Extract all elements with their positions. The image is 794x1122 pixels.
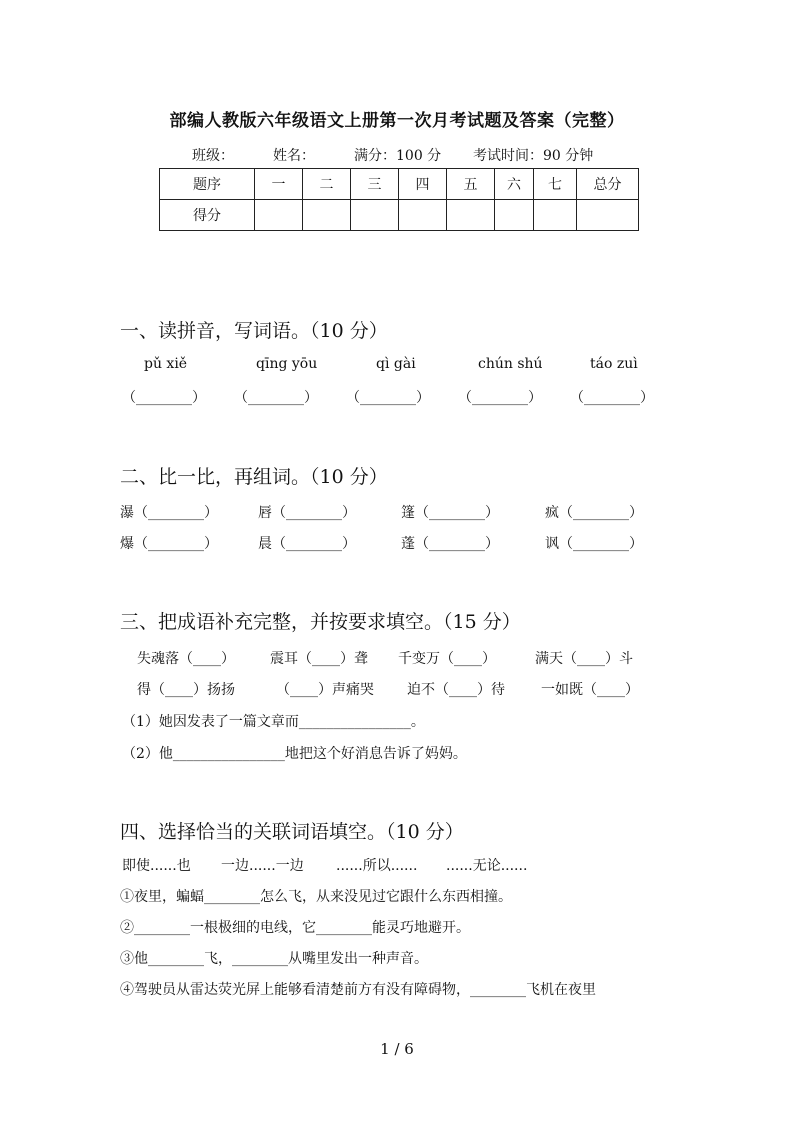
score-input-cell[interactable] <box>495 200 534 231</box>
class-label: 班级： <box>192 148 234 164</box>
question-3-2[interactable]: （2）他________________地把这个好消息告诉了妈妈。 <box>122 746 467 762</box>
word-item[interactable]: 篷（________） <box>401 505 499 521</box>
word-item[interactable]: 瀑（________） <box>120 505 218 521</box>
table-cell: 题序 <box>160 169 255 200</box>
table-row <box>160 169 639 200</box>
score-table <box>159 168 639 231</box>
idiom-item[interactable]: 震耳（____）聋 <box>270 651 368 667</box>
score-input-cell[interactable] <box>399 200 447 231</box>
page-title: 部编人教版六年级语文上册第一次月考试题及答案（完整） <box>169 111 625 131</box>
exam-time-label: 考试时间：90 分钟 <box>473 148 594 164</box>
pinyin-3: qì gài <box>376 356 416 372</box>
conjunction-option: 一边......一边 <box>221 858 304 874</box>
word-item[interactable]: 疯（________） <box>545 505 643 521</box>
pinyin-5: táo zuì <box>590 356 638 372</box>
idiom-item[interactable]: 失魂落（____） <box>137 651 235 667</box>
table-cell: 三 <box>351 169 399 200</box>
pinyin-1: pǔ xiě <box>144 356 188 372</box>
question-4-1[interactable]: ①夜里，蝙蝠________怎么飞，从来没见过它跟什么东西相撞。 <box>120 889 512 905</box>
section-4-heading: 四、选择恰当的关联词语填空。（10 分） <box>120 821 464 843</box>
idiom-item[interactable]: （____）声痛哭 <box>276 682 374 698</box>
answer-blank[interactable]: （________） <box>346 390 430 406</box>
table-cell: 六 <box>495 169 534 200</box>
pinyin-4: chún shú <box>478 356 543 372</box>
idiom-item[interactable]: 迫不（____）待 <box>407 682 505 698</box>
idiom-item[interactable]: 一如既（____） <box>541 682 639 698</box>
table-row <box>160 200 639 231</box>
answer-blank[interactable]: （________） <box>458 390 542 406</box>
score-input-cell[interactable] <box>577 200 639 231</box>
table-cell: 七 <box>534 169 577 200</box>
conjunction-option: 即使......也 <box>122 858 191 874</box>
table-cell: 五 <box>447 169 495 200</box>
word-item[interactable]: 爆（________） <box>120 536 218 552</box>
conjunction-option: ......所以...... <box>336 858 418 874</box>
pinyin-2: qīng yōu <box>256 356 318 372</box>
answer-blank[interactable]: （________） <box>122 390 206 406</box>
score-input-cell[interactable] <box>303 200 351 231</box>
section-3-heading: 三、把成语补充完整，并按要求填空。（15 分） <box>120 611 521 633</box>
score-input-cell[interactable] <box>447 200 495 231</box>
table-cell: 四 <box>399 169 447 200</box>
idiom-item[interactable]: 满天（____）斗 <box>535 651 633 667</box>
full-score-label: 满分：100 分 <box>354 148 442 164</box>
score-input-cell[interactable] <box>255 200 303 231</box>
conjunction-option: ......无论...... <box>446 858 528 874</box>
question-4-2[interactable]: ②________一根极细的电线，它________能灵巧地避开。 <box>120 920 470 936</box>
answer-blank[interactable]: （________） <box>234 390 318 406</box>
table-cell: 二 <box>303 169 351 200</box>
question-4-4[interactable]: ④驾驶员从雷达荧光屏上能够看清楚前方有没有障碍物，________飞机在夜里 <box>120 982 596 998</box>
section-1-heading: 一、读拼音，写词语。（10 分） <box>120 320 388 342</box>
word-item[interactable]: 讽（________） <box>545 536 643 552</box>
page-number: 1 / 6 <box>380 1040 414 1058</box>
question-4-3[interactable]: ③他________飞，________从嘴里发出一种声音。 <box>120 951 428 967</box>
word-item[interactable]: 晨（________） <box>258 536 356 552</box>
word-item[interactable]: 蓬（________） <box>401 536 499 552</box>
table-cell: 一 <box>255 169 303 200</box>
idiom-item[interactable]: 千变万（____） <box>398 651 496 667</box>
question-3-1[interactable]: （1）她因发表了一篇文章而________________。 <box>122 714 425 730</box>
answer-blank[interactable]: （________） <box>570 390 654 406</box>
word-item[interactable]: 唇（________） <box>258 505 356 521</box>
name-label: 姓名： <box>273 148 315 164</box>
score-input-cell[interactable] <box>534 200 577 231</box>
score-input-cell[interactable] <box>351 200 399 231</box>
table-cell: 总分 <box>577 169 639 200</box>
section-2-heading: 二、比一比，再组词。（10 分） <box>120 466 388 488</box>
table-cell: 得分 <box>160 200 255 231</box>
idiom-item[interactable]: 得（____）扬扬 <box>137 682 235 698</box>
